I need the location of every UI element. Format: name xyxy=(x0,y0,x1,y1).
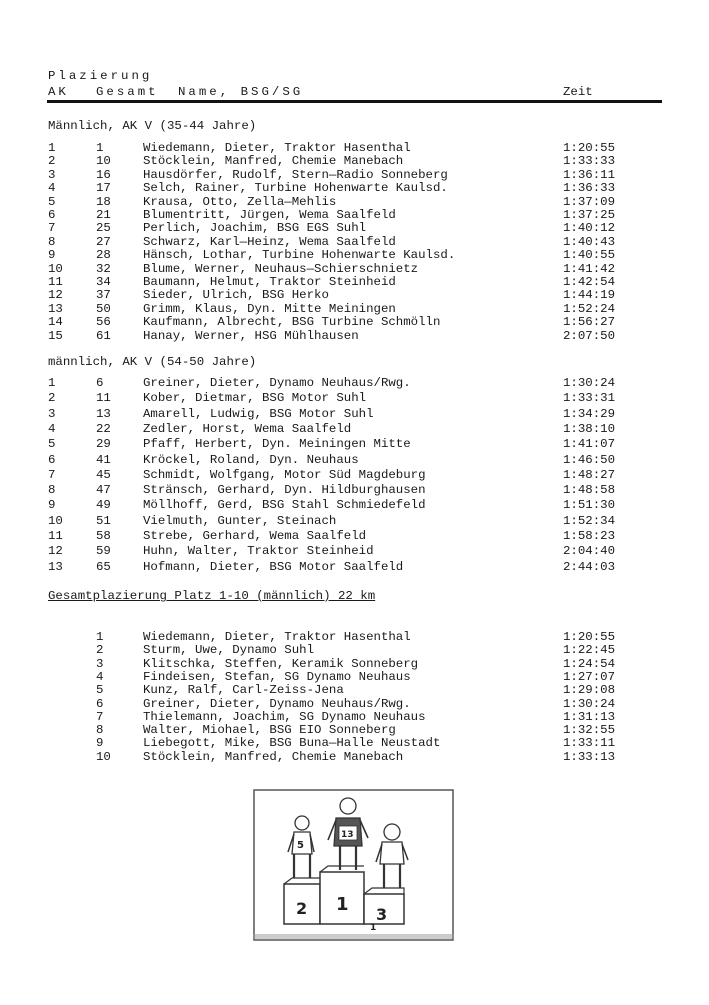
finish-time: 1:31:13 xyxy=(563,709,616,724)
section-title-3: Gesamtplazierung Platz 1-10 (männlich) 22 km xyxy=(48,589,376,603)
section-title-1: Männlich, AK V (35-44 Jahre) xyxy=(48,119,257,133)
placement-gesamt: 9 xyxy=(96,736,104,751)
athlete-name: Sturm, Uwe, Dynamo Suhl xyxy=(143,643,315,658)
athlete-name: Schmidt, Wolfgang, Motor Süd Magdeburg xyxy=(143,467,426,482)
athlete-name: Vielmuth, Gunter, Steinach xyxy=(143,513,337,528)
finish-time: 1:33:11 xyxy=(563,736,616,751)
athlete-name: Möllhoff, Gerd, BSG Stahl Schmiedefeld xyxy=(143,498,426,513)
finish-time: 1:33:31 xyxy=(563,391,616,406)
finish-time: 1:37:09 xyxy=(563,194,616,209)
placement-gesamt: 29 xyxy=(96,437,111,452)
athlete-name: Thielemann, Joachim, SG Dynamo Neuhaus xyxy=(143,709,426,724)
athlete-name: Hofmann, Dieter, BSG Motor Saalfeld xyxy=(143,559,404,574)
svg-text:1: 1 xyxy=(370,923,377,933)
table-row xyxy=(48,670,628,684)
athlete-name: Perlich, Joachim, BSG EGS Suhl xyxy=(143,221,367,236)
table-row xyxy=(48,315,628,329)
header-title: Plazierung xyxy=(48,69,153,83)
athlete-name: Blume, Werner, Neuhaus—Schierschnietz xyxy=(143,261,419,276)
table-row xyxy=(48,468,628,482)
finish-time: 1:41:42 xyxy=(563,261,616,276)
placement-ak: 7 xyxy=(48,467,56,482)
athlete-name: Greiner, Dieter, Dynamo Neuhaus/Rwg. xyxy=(143,376,411,390)
placement-gesamt: 6 xyxy=(96,376,104,390)
placement-ak: 6 xyxy=(48,452,56,467)
placement-ak: 11 xyxy=(48,529,63,543)
finish-time: 2:04:40 xyxy=(563,544,616,559)
placement-ak: 7 xyxy=(48,221,56,236)
athlete-name: Kunz, Ralf, Carl-Zeiss-Jena xyxy=(143,683,344,698)
placement-gesamt: 5 xyxy=(96,683,104,698)
table-row xyxy=(48,422,628,436)
athlete-name: Liebegott, Mike, BSG Buna—Halle Neustadt xyxy=(143,736,441,751)
athlete-name: Baumann, Helmut, Traktor Steinheid xyxy=(143,275,396,289)
table-row xyxy=(48,544,628,558)
athlete-name: Wiedemann, Dieter, Traktor Hasenthal xyxy=(143,141,411,155)
col-name: Name, BSG/SG xyxy=(178,85,304,99)
finish-time: 1:48:27 xyxy=(563,467,616,482)
finish-time: 1:27:07 xyxy=(563,669,616,684)
placement-ak: 15 xyxy=(48,328,63,343)
finish-time: 2:07:50 xyxy=(563,328,616,343)
finish-time: 1:41:07 xyxy=(563,437,616,452)
placement-ak: 1 xyxy=(48,141,56,155)
placement-gesamt: 18 xyxy=(96,194,111,209)
placement-gesamt: 47 xyxy=(96,483,111,498)
table-row xyxy=(48,630,628,644)
placement-gesamt: 51 xyxy=(96,513,111,528)
col-zeit: Zeit xyxy=(563,85,593,99)
table-row xyxy=(48,483,628,497)
placement-ak: 5 xyxy=(48,437,56,452)
finish-time: 1:24:54 xyxy=(563,656,616,671)
placement-gesamt: 22 xyxy=(96,421,111,436)
placement-gesamt: 59 xyxy=(96,544,111,559)
placement-ak: 10 xyxy=(48,261,63,276)
svg-text:2: 2 xyxy=(296,899,308,918)
athlete-name: Wiedemann, Dieter, Traktor Hasenthal xyxy=(143,630,411,644)
placement-ak: 14 xyxy=(48,315,63,330)
table-row xyxy=(48,710,628,724)
athlete-name: Blumentritt, Jürgen, Wema Saalfeld xyxy=(143,208,396,222)
svg-text:1: 1 xyxy=(336,894,349,915)
placement-gesamt: 10 xyxy=(96,154,111,169)
placement-gesamt: 27 xyxy=(96,234,111,249)
svg-text:5: 5 xyxy=(297,840,304,851)
finish-time: 1:20:55 xyxy=(563,630,616,644)
athlete-name: Stöcklein, Manfred, Chemie Manebach xyxy=(143,154,404,169)
athlete-name: Huhn, Walter, Traktor Steinheid xyxy=(143,544,374,559)
placement-ak: 8 xyxy=(48,234,56,249)
athlete-name: Krausa, Otto, Zella—Mehlis xyxy=(143,194,337,209)
placement-ak: 12 xyxy=(48,544,63,559)
athlete-name: Stränsch, Gerhard, Dyn. Hildburghausen xyxy=(143,483,426,498)
table-row xyxy=(48,697,628,711)
athlete-name: Zedler, Horst, Wema Saalfeld xyxy=(143,421,352,436)
table-row xyxy=(48,168,628,182)
placement-gesamt: 25 xyxy=(96,221,111,236)
table-row xyxy=(48,723,628,737)
table-row xyxy=(48,643,628,657)
table-row xyxy=(48,514,628,528)
placement-gesamt: 49 xyxy=(96,498,111,513)
placement-gesamt: 65 xyxy=(96,559,111,574)
finish-time: 1:44:19 xyxy=(563,288,616,303)
svg-text:13: 13 xyxy=(341,830,354,840)
col-ak: AK xyxy=(48,85,69,99)
finish-time: 1:36:33 xyxy=(563,181,616,196)
athlete-name: Kober, Dietmar, BSG Motor Suhl xyxy=(143,391,367,406)
placement-gesamt: 50 xyxy=(96,301,111,316)
finish-time: 1:33:13 xyxy=(563,749,616,764)
table-row xyxy=(48,391,628,405)
athlete-name: Walter, Miohael, BSG EIO Sonneberg xyxy=(143,723,396,738)
finish-time: 1:22:45 xyxy=(563,643,616,658)
placement-ak: 1 xyxy=(48,376,56,390)
athlete-name: Findeisen, Stefan, SG Dynamo Neuhaus xyxy=(143,669,411,684)
table-row xyxy=(48,329,628,343)
finish-time: 1:29:08 xyxy=(563,683,616,698)
section-title-2: männlich, AK V (54-50 Jahre) xyxy=(48,355,257,369)
athlete-name: Stöcklein, Manfred, Chemie Manebach xyxy=(143,749,404,764)
finish-time: 1:20:55 xyxy=(563,141,616,155)
placement-ak: 4 xyxy=(48,421,56,436)
athlete-name: Hanay, Werner, HSG Mühlhausen xyxy=(143,328,359,343)
placement-ak: 13 xyxy=(48,301,63,316)
table-row xyxy=(48,195,628,209)
placement-gesamt: 8 xyxy=(96,723,104,738)
placement-gesamt: 7 xyxy=(96,709,104,724)
finish-time: 1:46:50 xyxy=(563,452,616,467)
table-row xyxy=(48,750,628,764)
placement-ak: 2 xyxy=(48,154,56,169)
finish-time: 1:37:25 xyxy=(563,208,616,222)
placement-gesamt: 56 xyxy=(96,315,111,330)
athlete-name: Grimm, Klaus, Dyn. Mitte Meiningen xyxy=(143,301,396,316)
finish-time: 1:38:10 xyxy=(563,421,616,436)
table-row xyxy=(48,248,628,262)
table-row xyxy=(48,453,628,467)
placement-gesamt: 16 xyxy=(96,167,111,182)
placement-gesamt: 41 xyxy=(96,452,111,467)
placement-ak: 2 xyxy=(48,391,56,406)
finish-time: 1:40:43 xyxy=(563,234,616,249)
placement-gesamt: 17 xyxy=(96,181,111,196)
placement-gesamt: 1 xyxy=(96,141,104,155)
placement-ak: 13 xyxy=(48,559,63,574)
placement-ak: 12 xyxy=(48,288,63,303)
placement-ak: 9 xyxy=(48,248,56,263)
placement-gesamt: 34 xyxy=(96,275,111,289)
placement-ak: 4 xyxy=(48,181,56,196)
placement-gesamt: 21 xyxy=(96,208,111,222)
placement-gesamt: 2 xyxy=(96,643,104,658)
table-row xyxy=(48,141,628,155)
finish-time: 2:44:03 xyxy=(563,559,616,574)
finish-time: 1:52:34 xyxy=(563,513,616,528)
athlete-name: Pfaff, Herbert, Dyn. Meiningen Mitte xyxy=(143,437,411,452)
placement-ak: 6 xyxy=(48,208,56,222)
placement-gesamt: 61 xyxy=(96,328,111,343)
finish-time: 1:32:55 xyxy=(563,723,616,738)
finish-time: 1:40:12 xyxy=(563,221,616,236)
placement-ak: 3 xyxy=(48,167,56,182)
table-row xyxy=(48,736,628,750)
placement-gesamt: 45 xyxy=(96,467,111,482)
placement-ak: 11 xyxy=(48,275,63,289)
athlete-name: Greiner, Dieter, Dynamo Neuhaus/Rwg. xyxy=(143,696,411,711)
placement-gesamt: 1 xyxy=(96,630,104,644)
finish-time: 1:33:33 xyxy=(563,154,616,169)
finish-time: 1:56:27 xyxy=(563,315,616,330)
placement-ak: 3 xyxy=(48,406,56,421)
athlete-name: Kröckel, Roland, Dyn. Neuhaus xyxy=(143,452,359,467)
finish-time: 1:30:24 xyxy=(563,696,616,711)
finish-time: 1:42:54 xyxy=(563,275,616,289)
placement-gesamt: 37 xyxy=(96,288,111,303)
podium-illustration xyxy=(252,788,455,942)
header-rule xyxy=(47,100,662,103)
table-row xyxy=(48,437,628,451)
svg-text:3: 3 xyxy=(376,905,388,924)
athlete-name: Strebe, Gerhard, Wema Saalfeld xyxy=(143,529,367,543)
placement-ak: 5 xyxy=(48,194,56,209)
athlete-name: Hänsch, Lothar, Turbine Hohenwarte Kaulsd. xyxy=(143,248,456,263)
placement-ak: 8 xyxy=(48,483,56,498)
athlete-name: Selch, Rainer, Turbine Hohenwarte Kaulsd. xyxy=(143,181,448,196)
table-row xyxy=(48,657,628,671)
placement-gesamt: 32 xyxy=(96,261,111,276)
table-row xyxy=(48,235,628,249)
placement-ak: 10 xyxy=(48,513,63,528)
placement-gesamt: 13 xyxy=(96,406,111,421)
placement-gesamt: 28 xyxy=(96,248,111,263)
placement-gesamt: 10 xyxy=(96,749,111,764)
finish-time: 1:48:58 xyxy=(563,483,616,498)
table-row xyxy=(48,302,628,316)
table-row xyxy=(48,275,628,289)
finish-time: 1:30:24 xyxy=(563,376,616,390)
athlete-name: Sieder, Ulrich, BSG Herko xyxy=(143,288,329,303)
table-row xyxy=(48,529,628,543)
table-row xyxy=(48,376,628,390)
placement-ak: 9 xyxy=(48,498,56,513)
table-row xyxy=(48,221,628,235)
table-row xyxy=(48,498,628,512)
placement-gesamt: 4 xyxy=(96,669,104,684)
finish-time: 1:51:30 xyxy=(563,498,616,513)
table-row xyxy=(48,560,628,574)
table-row xyxy=(48,208,628,222)
placement-gesamt: 3 xyxy=(96,656,104,671)
finish-time: 1:34:29 xyxy=(563,406,616,421)
athlete-name: Hausdörfer, Rudolf, Stern—Radio Sonneberg xyxy=(143,167,448,182)
table-row xyxy=(48,181,628,195)
placement-gesamt: 11 xyxy=(96,391,111,406)
col-gesamt: Gesamt xyxy=(96,85,159,99)
athlete-name: Amarell, Ludwig, BSG Motor Suhl xyxy=(143,406,374,421)
table-row xyxy=(48,407,628,421)
finish-time: 1:36:11 xyxy=(563,167,616,182)
placement-gesamt: 58 xyxy=(96,529,111,543)
athlete-name: Kaufmann, Albrecht, BSG Turbine Schmölln xyxy=(143,315,441,330)
finish-time: 1:40:55 xyxy=(563,248,616,263)
athlete-name: Klitschka, Steffen, Keramik Sonneberg xyxy=(143,656,419,671)
athlete-name: Schwarz, Karl—Heinz, Wema Saalfeld xyxy=(143,234,396,249)
placement-gesamt: 6 xyxy=(96,696,104,711)
table-row xyxy=(48,154,628,168)
table-row xyxy=(48,288,628,302)
finish-time: 1:52:24 xyxy=(563,301,616,316)
table-row xyxy=(48,262,628,276)
finish-time: 1:58:23 xyxy=(563,529,616,543)
table-row xyxy=(48,683,628,697)
